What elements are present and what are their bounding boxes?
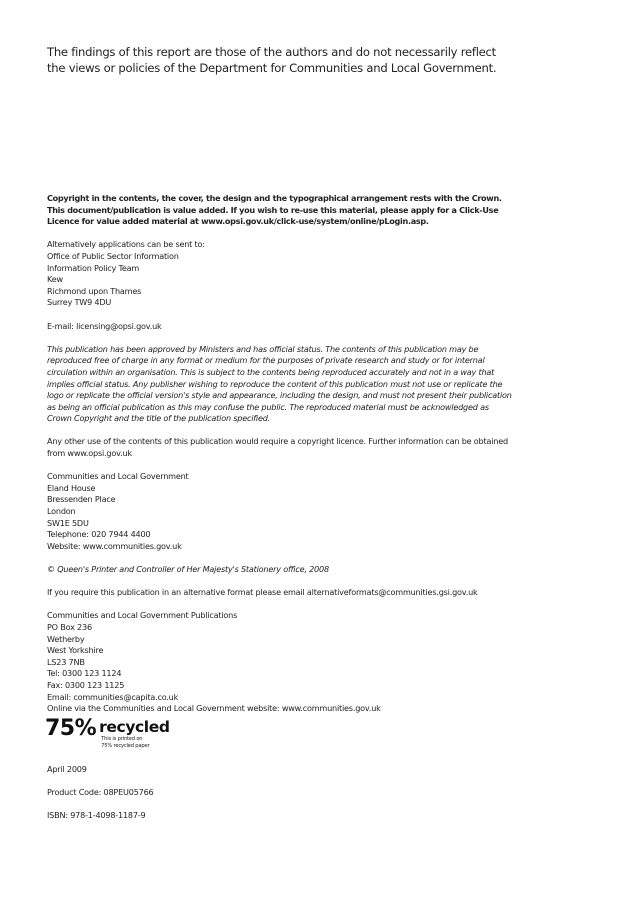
disclaimer-text	[47, 44, 607, 76]
recycled-logo	[45, 715, 607, 758]
opsi-email: E-mail: licensing@opsi.gov.uk	[47, 320, 162, 331]
recycled-percent: 75%	[45, 715, 97, 741]
address-line: Online via the Communities and Local Government website: www.communities.gov.uk	[47, 703, 381, 714]
copyright-line: Copyright in the contents, the cover, the design and the typographical arrangement rests with the Crown.	[47, 193, 502, 203]
address-line: PO Box 236	[47, 621, 92, 632]
approval-line: logo or replicate the official version's style and appearance, including the design, and must not present their publication	[47, 390, 512, 401]
approval-line: Crown Copyright and the title of the publication specified.	[47, 413, 271, 424]
recycled-word: recycled	[99, 717, 170, 736]
approval-line: implies official status. Any publisher wishing to reproduce the content of this publication must not use or replicate the	[47, 378, 503, 389]
address-line: Tel: 0300 123 1124	[47, 668, 122, 679]
address-line: London	[47, 506, 76, 517]
address-line: Website: www.communities.gov.uk	[47, 540, 182, 551]
address-line: Office of Public Sector Information	[47, 250, 179, 261]
approval-statement	[47, 344, 607, 425]
recycled-note-line: This is printed on	[101, 735, 143, 742]
recycled-note	[101, 736, 169, 750]
product-code: Product Code: 08PEU05766	[47, 786, 154, 797]
approval-line: as being an official publication as this may confuse the public. The reproduced material must be acknowledged as	[47, 401, 489, 412]
address-line: Eland House	[47, 482, 96, 493]
recycled-note-line: 75% recycled paper	[101, 742, 150, 749]
publication-date: April 2009	[47, 763, 87, 774]
address-line: Communities and Local Government	[47, 471, 189, 482]
address-line: Wetherby	[47, 633, 85, 644]
address-line: Bressenden Place	[47, 494, 116, 505]
address-line: Email: communities@capita.co.uk	[47, 691, 179, 702]
address-line: Communities and Local Government Publications	[47, 610, 238, 621]
disclaimer-line: The findings of this report are those of the authors and do not necessarily reflect	[47, 45, 496, 59]
approval-line: This publication has been approved by Ministers and has official status. The contents of this publication may be	[47, 343, 479, 354]
address-line: West Yorkshire	[47, 645, 104, 656]
other-use-line: from www.opsi.gov.uk	[47, 448, 132, 459]
other-use-statement	[47, 436, 607, 459]
crown-copyright: © Queen's Printer and Controller of Her Majesty's Stationery office, 2008	[47, 564, 329, 574]
isbn: ISBN: 978-1-4098-1187-9	[47, 810, 146, 821]
disclaimer-line: the views or policies of the Department for Communities and Local Government.	[47, 61, 497, 75]
address-line: Alternatively applications can be sent to:	[47, 239, 205, 250]
copyright-notice	[47, 193, 607, 228]
address-line: Kew	[47, 274, 63, 285]
address-line: Surrey TW9 4DU	[47, 297, 112, 308]
copyright-line: This document/publication is value added. If you wish to re-use this material, please apply for a Click-Use	[47, 204, 499, 215]
publications-address	[47, 610, 607, 714]
address-line: Telephone: 020 7944 4400	[47, 529, 151, 540]
clg-address	[47, 471, 607, 552]
alt-format-note: If you require this publication in an alternative format please email alternativeformats@communities.gsi.gov.uk	[47, 587, 478, 598]
copyright-line: Licence for value added material at www.opsi.gov.uk/click-use/system/online/pLogin.asp.	[47, 216, 429, 227]
address-line: Information Policy Team	[47, 262, 140, 273]
address-line: Fax: 0300 123 1125	[47, 679, 125, 690]
other-use-line: Any other use of the contents of this publication would require a copyright licence. Further information can be obtained	[47, 436, 508, 447]
approval-line: reproduced free of charge in any format or medium for the purposes of private research and study or for internal	[47, 355, 485, 366]
approval-line: circulation within an organisation. This is subject to the contents being reproduced accurately and not in a way that	[47, 366, 495, 377]
opsi-address	[47, 239, 607, 309]
copyright-body	[47, 193, 607, 822]
address-line: LS23 7NB	[47, 656, 85, 667]
address-line: Richmond upon Thames	[47, 285, 142, 296]
address-line: SW1E 5DU	[47, 517, 89, 528]
